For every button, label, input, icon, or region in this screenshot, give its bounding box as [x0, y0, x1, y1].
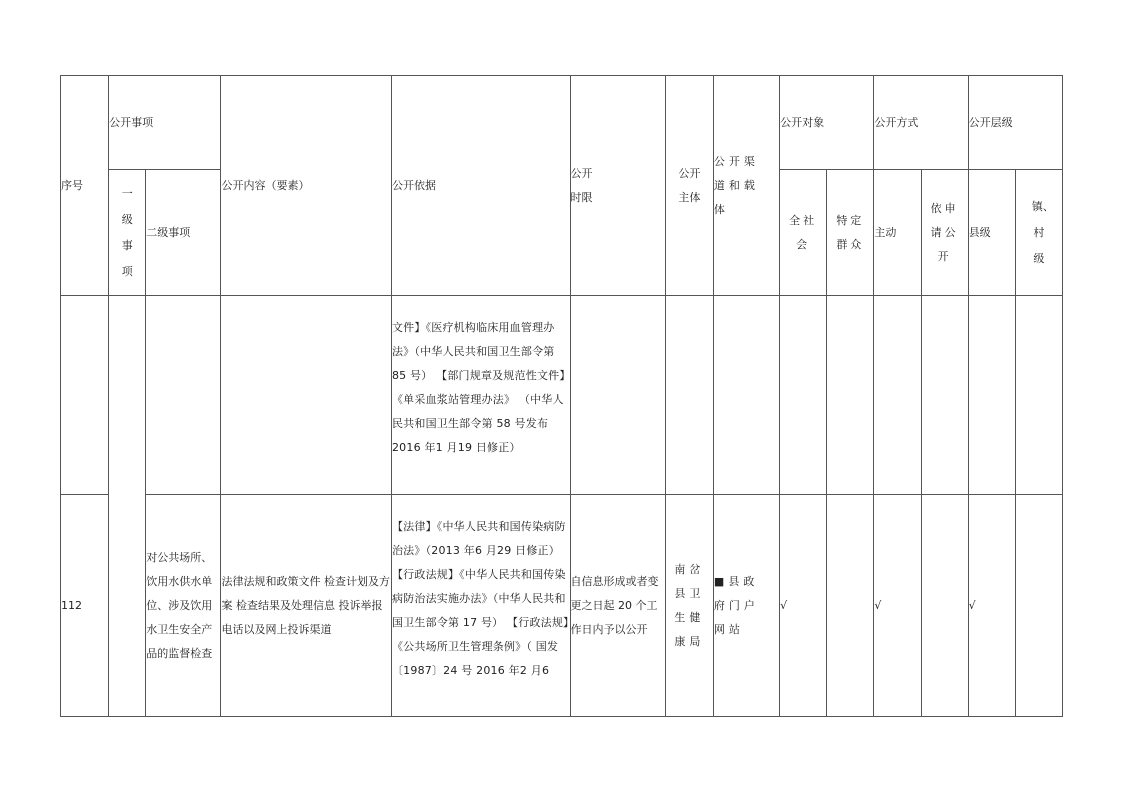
header-item-label: 公开事项 — [109, 115, 154, 129]
header-target — [780, 76, 874, 170]
row2-basis-text: 【法律】《中华人民共和国传染病防治法》（2013 年6 月29 日修正） 【行政法规】《中华人民共和国传染病防治法实施办法》（中华人民共和国卫生部令第 17 号） 【行政法规】《公共场所卫生管理条例》（ 国发〔1987〕24 号 2016 年2 月6 — [391, 520, 569, 677]
row1-basis-text: 文件】《医疗机构临床用血管理办法》（中华人民共和国卫生部令第 85 号） 【部门规章及规范性文件】《单采血浆站管理办法》 （中华人民共和国卫生部令第 58 号发布 2016 年1 月19 日修正） — [391, 321, 566, 454]
header-county-label: 县级 — [968, 225, 991, 239]
header-method — [874, 76, 968, 170]
row1-county — [968, 296, 1015, 495]
row2-subject-text: 南岔县卫生健康局 — [674, 562, 705, 648]
header-serial — [61, 76, 109, 296]
header-active — [874, 170, 921, 296]
header-content-label: 公开内容（要素） — [221, 178, 310, 192]
row-level1-merged — [109, 296, 146, 717]
row2-specific-group — [827, 495, 874, 717]
header-level1-label: 一级事项 — [121, 186, 133, 278]
header-serial-label: 序号 — [61, 178, 83, 192]
row2-serial — [61, 495, 109, 717]
row1-active — [874, 296, 921, 495]
header-time-limit-line1: 公开 — [570, 166, 593, 180]
row2-time-limit-text: 自信息形成或者变更之日起 20 个工作日内予以公开 — [570, 574, 659, 636]
header-on-request — [921, 170, 968, 296]
row1-specific-group — [827, 296, 874, 495]
row2-all-society — [780, 495, 827, 717]
header-subject — [665, 76, 713, 296]
header-subject-label: 公开主体 — [678, 166, 701, 204]
header-all-society-label: 全社会 — [789, 213, 818, 251]
row1-on-request — [921, 296, 968, 495]
row2-basis — [391, 495, 570, 717]
header-target-label: 公开对象 — [780, 115, 825, 129]
row1-all-society — [780, 296, 827, 495]
row2-township — [1015, 495, 1062, 717]
row2-active — [874, 495, 921, 717]
header-method-label: 公开方式 — [874, 115, 919, 129]
row2-time-limit — [570, 495, 665, 717]
row2-content-text: 法律法规和政策文件 检查计划及方案 检查结果及处理信息 投诉举报电话以及网上投诉渠道 — [221, 574, 390, 636]
header-specific-group — [827, 170, 874, 296]
header-content — [221, 76, 392, 296]
header-level1 — [109, 170, 146, 296]
row2-active-check: √ — [874, 598, 882, 612]
row1-level2 — [146, 296, 221, 495]
disclosure-table — [60, 75, 1063, 717]
row2-channel — [713, 495, 779, 717]
header-on-request-label: 依申请公开 — [930, 201, 959, 263]
row2-subject — [665, 495, 713, 717]
table-row-112 — [61, 495, 1063, 717]
table-row-continued — [61, 296, 1063, 495]
row1-township — [1015, 296, 1062, 495]
header-all-society — [780, 170, 827, 296]
header-time-limit-line2: 时限 — [570, 190, 593, 204]
header-channel — [713, 76, 779, 296]
row2-on-request — [921, 495, 968, 717]
row2-serial-text: 112 — [61, 598, 82, 612]
header-level-label: 公开层级 — [968, 115, 1013, 129]
header-specific-group-label: 特定群众 — [836, 213, 865, 251]
header-level2 — [146, 170, 221, 296]
header-time-limit — [570, 76, 665, 296]
row1-subject — [665, 296, 713, 495]
header-level — [968, 76, 1062, 170]
row2-level2-text: 对公共场所、饮用水供水单位、涉及饮用水卫生安全产品的监督检查 — [146, 550, 213, 660]
row2-level2 — [146, 495, 221, 717]
header-channel-label: 公开渠道和载体 — [713, 154, 759, 216]
header-township — [1015, 170, 1062, 296]
header-basis — [391, 76, 570, 296]
header-item — [109, 76, 221, 170]
row2-all-society-check: √ — [780, 598, 788, 612]
row1-content — [221, 296, 392, 495]
header-row-1 — [61, 76, 1063, 170]
header-level2-label: 二级事项 — [146, 225, 191, 239]
row1-serial — [61, 296, 109, 495]
header-county — [968, 170, 1015, 296]
row1-channel — [713, 296, 779, 495]
header-basis-label: 公开依据 — [391, 178, 436, 192]
row1-basis — [391, 296, 570, 495]
header-township-label: 镇、村级 — [1031, 199, 1054, 265]
row2-county — [968, 495, 1015, 717]
row2-county-check: √ — [968, 598, 976, 612]
row2-content — [221, 495, 392, 717]
row1-time-limit — [570, 296, 665, 495]
header-active-label: 主动 — [874, 225, 897, 239]
row2-channel-text: ■县政府门户网站 — [713, 574, 759, 636]
